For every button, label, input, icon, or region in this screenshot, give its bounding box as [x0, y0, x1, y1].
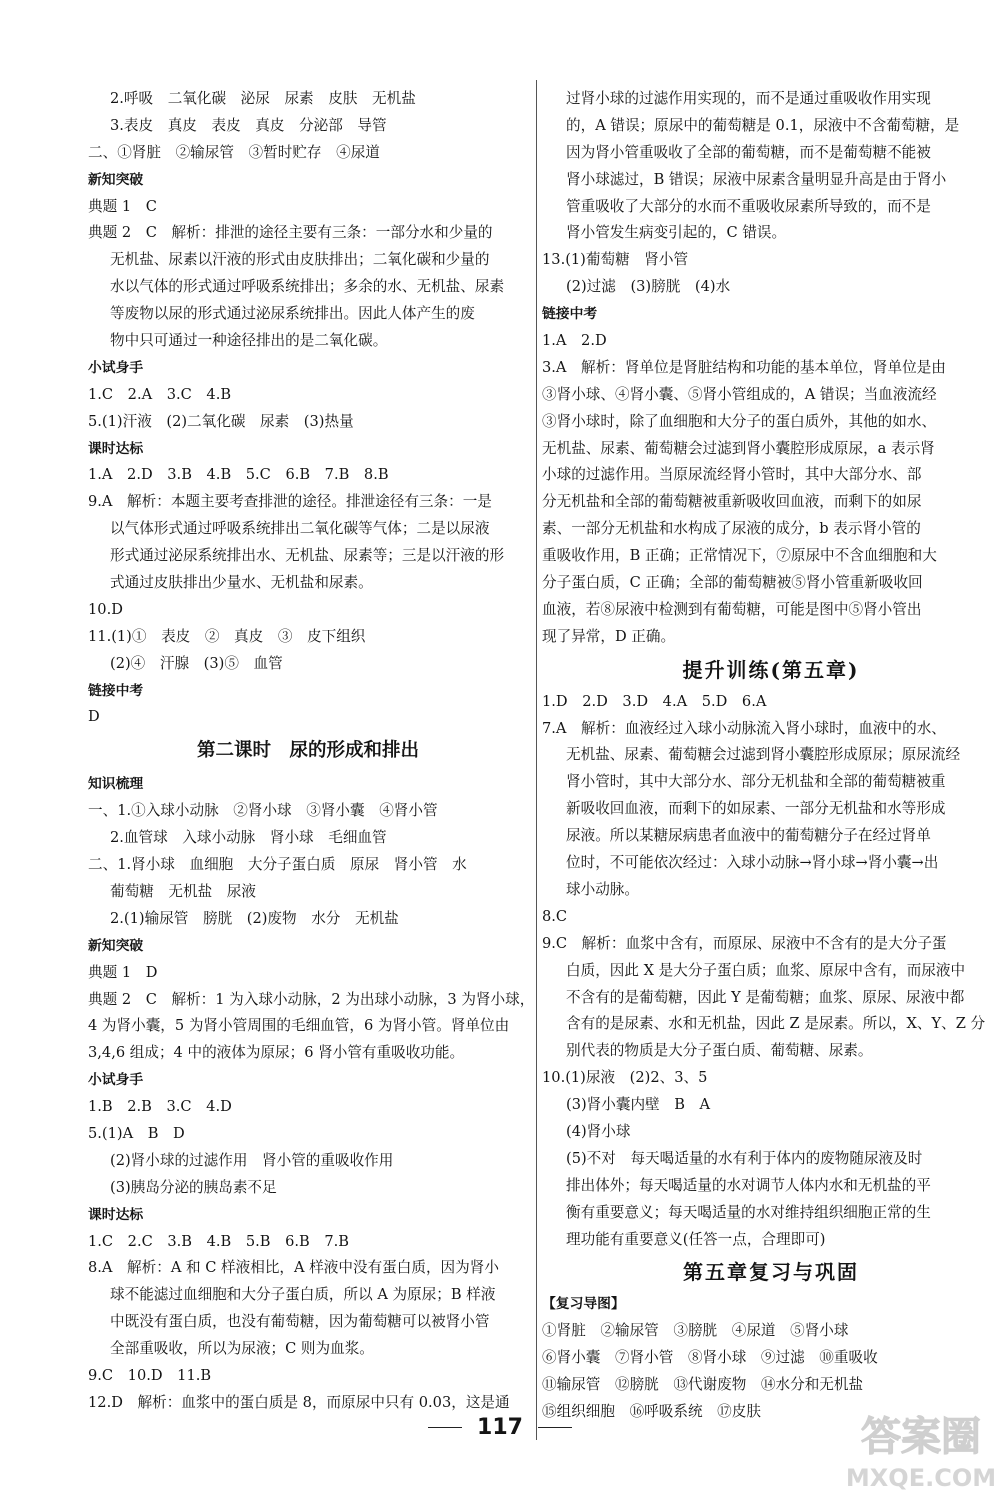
text-line: 无机盐、尿素、葡萄糖会过滤到肾小囊腔形成原尿；原尿流经	[566, 746, 961, 764]
text-line: (3)胰岛分泌的胰岛素不足	[110, 1178, 277, 1196]
footer-rule-left	[428, 1427, 462, 1428]
text-line: 等废物以尿的形式通过泌尿系统排出。因此人体产生的废	[110, 305, 475, 323]
text-line: 分无机盐和全部的葡萄糖被重新吸收回血液，而剩下的如尿	[542, 493, 922, 511]
section-heading: 提升训练(第五章)	[682, 657, 860, 682]
text-line: 新吸收回血液，而剩下的如尿素、一部分无机盐和水等形成	[566, 800, 946, 818]
text-line: 无机盐、尿素以汗液的形式由皮肤排出；二氧化碳和少量的	[110, 251, 490, 269]
text-line: 理功能有重要意义(任答一点，合理即可)	[566, 1230, 826, 1248]
text-line: 13.(1)葡萄糖 肾小管	[542, 251, 689, 269]
text-line: 不含有的是葡萄糖，因此 Y 是葡萄糖；血浆、原尿、尿液中都	[566, 988, 965, 1006]
text-line: (2)过滤 (3)膀胱 (4)水	[566, 278, 731, 296]
text-line: 现了异常，D 正确。	[542, 627, 676, 645]
section-label: 知识梳理	[88, 776, 144, 793]
section-label: 新知突破	[88, 937, 144, 954]
watermark-logo	[846, 1402, 996, 1496]
text-line: (2)④ 汗腺 (3)⑤ 血管	[110, 654, 283, 672]
text-line: 典题 1 D	[88, 963, 158, 981]
text-line: 肾小管时，其中大部分水、部分无机盐和全部的葡萄糖被重	[566, 773, 946, 791]
text-line: 血液，若⑧尿液中检测到有葡萄糖，可能是图中⑤肾小管出	[542, 600, 922, 618]
text-line: 衡有重要意义；每天喝适量的水对维持组织细胞正常的生	[566, 1203, 931, 1221]
text-line: ①肾脏 ②输尿管 ③膀胱 ④尿道 ⑤肾小球	[542, 1322, 849, 1340]
text-line: 9.C 10.D 11.B	[88, 1366, 212, 1384]
section-label: 链接中考	[88, 682, 144, 699]
text-line: ③肾小球、④肾小囊、⑤肾小管组成的，A 错误；当血液流经	[542, 385, 937, 403]
text-line: 别代表的物质是大分子蛋白质、葡萄糖、尿素。	[566, 1042, 873, 1060]
text-line: 的，A 错误；原尿中的葡萄糖是 0.1，尿液中不含葡萄糖，是	[566, 116, 960, 134]
text-line: 9.C 解析：血浆中含有，而原尿、尿液中不含有的是大分子蛋	[542, 934, 947, 952]
watermark-title: 答案圈	[861, 1414, 981, 1460]
text-line: 以气体形式通过呼吸系统排出二氧化碳等气体；二是以尿液	[110, 520, 490, 538]
text-line: 11.(1)① 表皮 ② 真皮 ③ 皮下组织	[88, 627, 366, 645]
section-label: 小试身手	[88, 1072, 144, 1089]
text-line: 10.(1)尿液 (2)2、3、5	[542, 1069, 708, 1087]
text-line: 2.血管球 入球小动脉 肾小球 毛细血管	[110, 829, 387, 847]
text-line: 1.D 2.D 3.D 4.A 5.D 6.A	[542, 692, 767, 710]
text-line: 2.(1)输尿管 膀胱 (2)废物 水分 无机盐	[110, 909, 399, 927]
section-heading: 第五章复习与巩固	[683, 1260, 859, 1285]
text-line: 球不能滤过血细胞和大分子蛋白质，所以 A 为原尿；B 样液	[110, 1286, 496, 1304]
section-label: 课时达标	[88, 1206, 144, 1223]
text-line: 无机盐、尿素、葡萄糖会过滤到肾小囊腔形成原尿，a 表示肾	[542, 439, 935, 457]
text-line: 1.A 2.D	[542, 332, 607, 350]
text-line: 二、1.肾小球 血细胞 大分子蛋白质 原尿 肾小管 水	[88, 856, 467, 874]
section-label: 课时达标	[88, 440, 144, 457]
section-heading: 第二课时 尿的形成和排出	[196, 740, 419, 762]
section-label: 【复习导图】	[542, 1296, 625, 1313]
text-line: 12.D 解析：血浆中的蛋白质是 8，而原尿中只有 0.03，这是通	[88, 1393, 510, 1411]
text-line: 形式通过泌尿系统排出水、无机盐、尿素等；三是以汗液的形	[110, 547, 505, 565]
text-line: 9.A 解析：本题主要考查排泄的途径。排泄途径有三条：一是	[88, 493, 492, 511]
text-line: 肾小球滤过，B 错误；尿液中尿素含量明显升高是由于肾小	[566, 170, 947, 188]
text-line: 典题 2 C 解析：排泄的途径主要有三条：一部分水和少量的	[88, 224, 493, 242]
text-line: 素、一部分无机盐和水构成了尿液的成分，b 表示肾小管的	[542, 520, 921, 538]
text-line: 8.A 解析：A 和 C 样液相比，A 样液中没有蛋白质，因为肾小	[88, 1259, 499, 1277]
text-line: 二、①肾脏 ②输尿管 ③暂时贮存 ④尿道	[88, 143, 380, 161]
text-line: 中既没有蛋白质，也没有葡萄糖，因为葡萄糖可以被肾小管	[110, 1313, 490, 1331]
text-line: 全部重吸收，所以为尿液；C 则为血浆。	[110, 1340, 374, 1358]
text-line: 因为肾小管重吸收了全部的葡萄糖，而不是葡萄糖不能被	[566, 143, 931, 161]
text-line: ⑮组织细胞 ⑯呼吸系统 ⑰皮肤	[542, 1402, 761, 1420]
watermark-url: MXQE.COM	[846, 1464, 996, 1492]
text-line: 典题 1 C	[88, 197, 157, 215]
text-line: 一、1.①入球小动脉 ②肾小球 ③肾小囊 ④肾小管	[88, 802, 438, 820]
text-line: 2.呼吸 二氧化碳 泌尿 尿素 皮肤 无机盐	[110, 90, 416, 107]
text-line: D	[88, 708, 100, 726]
text-line: 4 为肾小囊，5 为肾小管周围的毛细血管，6 为肾小管。肾单位由	[88, 1017, 510, 1035]
text-line: 肾小管发生病变引起的，C 错误。	[566, 224, 787, 242]
text-line: ③肾小球时，除了血细胞和大分子的蛋白质外，其他的如水、	[542, 412, 937, 430]
text-line: 1.C 2.C 3.B 4.B 5.B 6.B 7.B	[88, 1232, 349, 1250]
text-line: 1.C 2.A 3.C 4.B	[88, 385, 232, 403]
text-line: 3,4,6 组成；4 中的液体为原尿；6 肾小管有重吸收功能。	[88, 1044, 465, 1062]
text-line: 1.A 2.D 3.B 4.B 5.C 6.B 7.B 8.B	[88, 466, 389, 484]
text-line: (5)不对 每天喝适量的水有利于体内的废物随尿液及时	[566, 1149, 923, 1167]
text-line: 水以气体的形式通过呼吸系统排出；多余的水、无机盐、尿素	[110, 278, 505, 296]
text-line: 3.表皮 真皮 表皮 真皮 分泌部 导管	[110, 116, 387, 134]
text-line: 过肾小球的过滤作用实现的，而不是通过重吸收作用实现	[566, 90, 931, 107]
text-line: (2)肾小球的过滤作用 肾小管的重吸收作用	[110, 1151, 394, 1169]
text-line: 分子蛋白质，C 正确；全部的葡萄糖被⑤肾小管重新吸收回	[542, 574, 923, 592]
text-line: (3)肾小囊内壁 B A	[566, 1096, 711, 1114]
column-divider	[536, 80, 537, 1440]
page-number: 117	[477, 1415, 523, 1440]
right-column	[542, 86, 1000, 1426]
text-line: 1.B 2.B 3.C 4.D	[88, 1098, 232, 1116]
text-line: 5.(1)汗液 (2)二氧化碳 尿素 (3)热量	[88, 412, 354, 430]
text-line: 葡萄糖 无机盐 尿液	[110, 882, 256, 900]
section-label: 链接中考	[542, 306, 598, 323]
text-line: ⑪输尿管 ⑫膀胱 ⑬代谢废物 ⑭水分和无机盐	[542, 1376, 864, 1394]
text-line: 3.A 解析：肾单位是肾脏结构和功能的基本单位，肾单位是由	[542, 358, 946, 376]
text-line: 重吸收作用，B 正确；正常情况下，⑦原尿中不含血细胞和大	[542, 547, 937, 565]
text-line: 小球的过滤作用。当原尿流经肾小管时，其中大部分水、部	[542, 466, 922, 484]
text-line: 管重吸收了大部分的水而不重吸收尿素所导致的，而不是	[566, 197, 931, 215]
text-line: 白质，因此 X 是大分子蛋白质；血浆、原尿中含有，而尿液中	[566, 961, 966, 979]
text-line: 5.(1)A B D	[88, 1124, 185, 1142]
text-line: 含有的是尿素、水和无机盐，因此 Z 是尿素。所以，X、Y、Z 分	[566, 1015, 986, 1033]
text-line: ⑥肾小囊 ⑦肾小管 ⑧肾小球 ⑨过滤 ⑩重吸收	[542, 1349, 878, 1367]
text-line: 球小动脉。	[566, 880, 639, 898]
footer-rule-right	[538, 1427, 572, 1428]
text-line: 10.D	[88, 600, 123, 618]
text-line: 7.A 解析：血液经过入球小动脉流入肾小球时，血液中的水、	[542, 719, 946, 737]
text-line: (4)肾小球	[566, 1122, 631, 1140]
text-line: 典题 2 C 解析：1 为入球小动脉，2 为出球小动脉，3 为肾小球，	[88, 990, 535, 1008]
text-line: 位时，不可能依次经过：入球小动脉→肾小球→肾小囊→出	[566, 854, 939, 872]
left-column	[88, 86, 535, 1417]
text-line: 物中只可通过一种途径排出的是二氧化碳。	[110, 332, 388, 350]
text-line: 尿液。所以某糖尿病患者血液中的葡萄糖分子在经过肾单	[566, 827, 931, 845]
text-line: 8.C	[542, 907, 568, 925]
text-line: 排出体外；每天喝适量的水对调节人体内水和无机盐的平	[566, 1176, 931, 1194]
section-label: 小试身手	[88, 359, 144, 376]
section-label: 新知突破	[88, 171, 144, 188]
text-line: 式通过皮肤排出少量水、无机盐和尿素。	[110, 574, 373, 592]
